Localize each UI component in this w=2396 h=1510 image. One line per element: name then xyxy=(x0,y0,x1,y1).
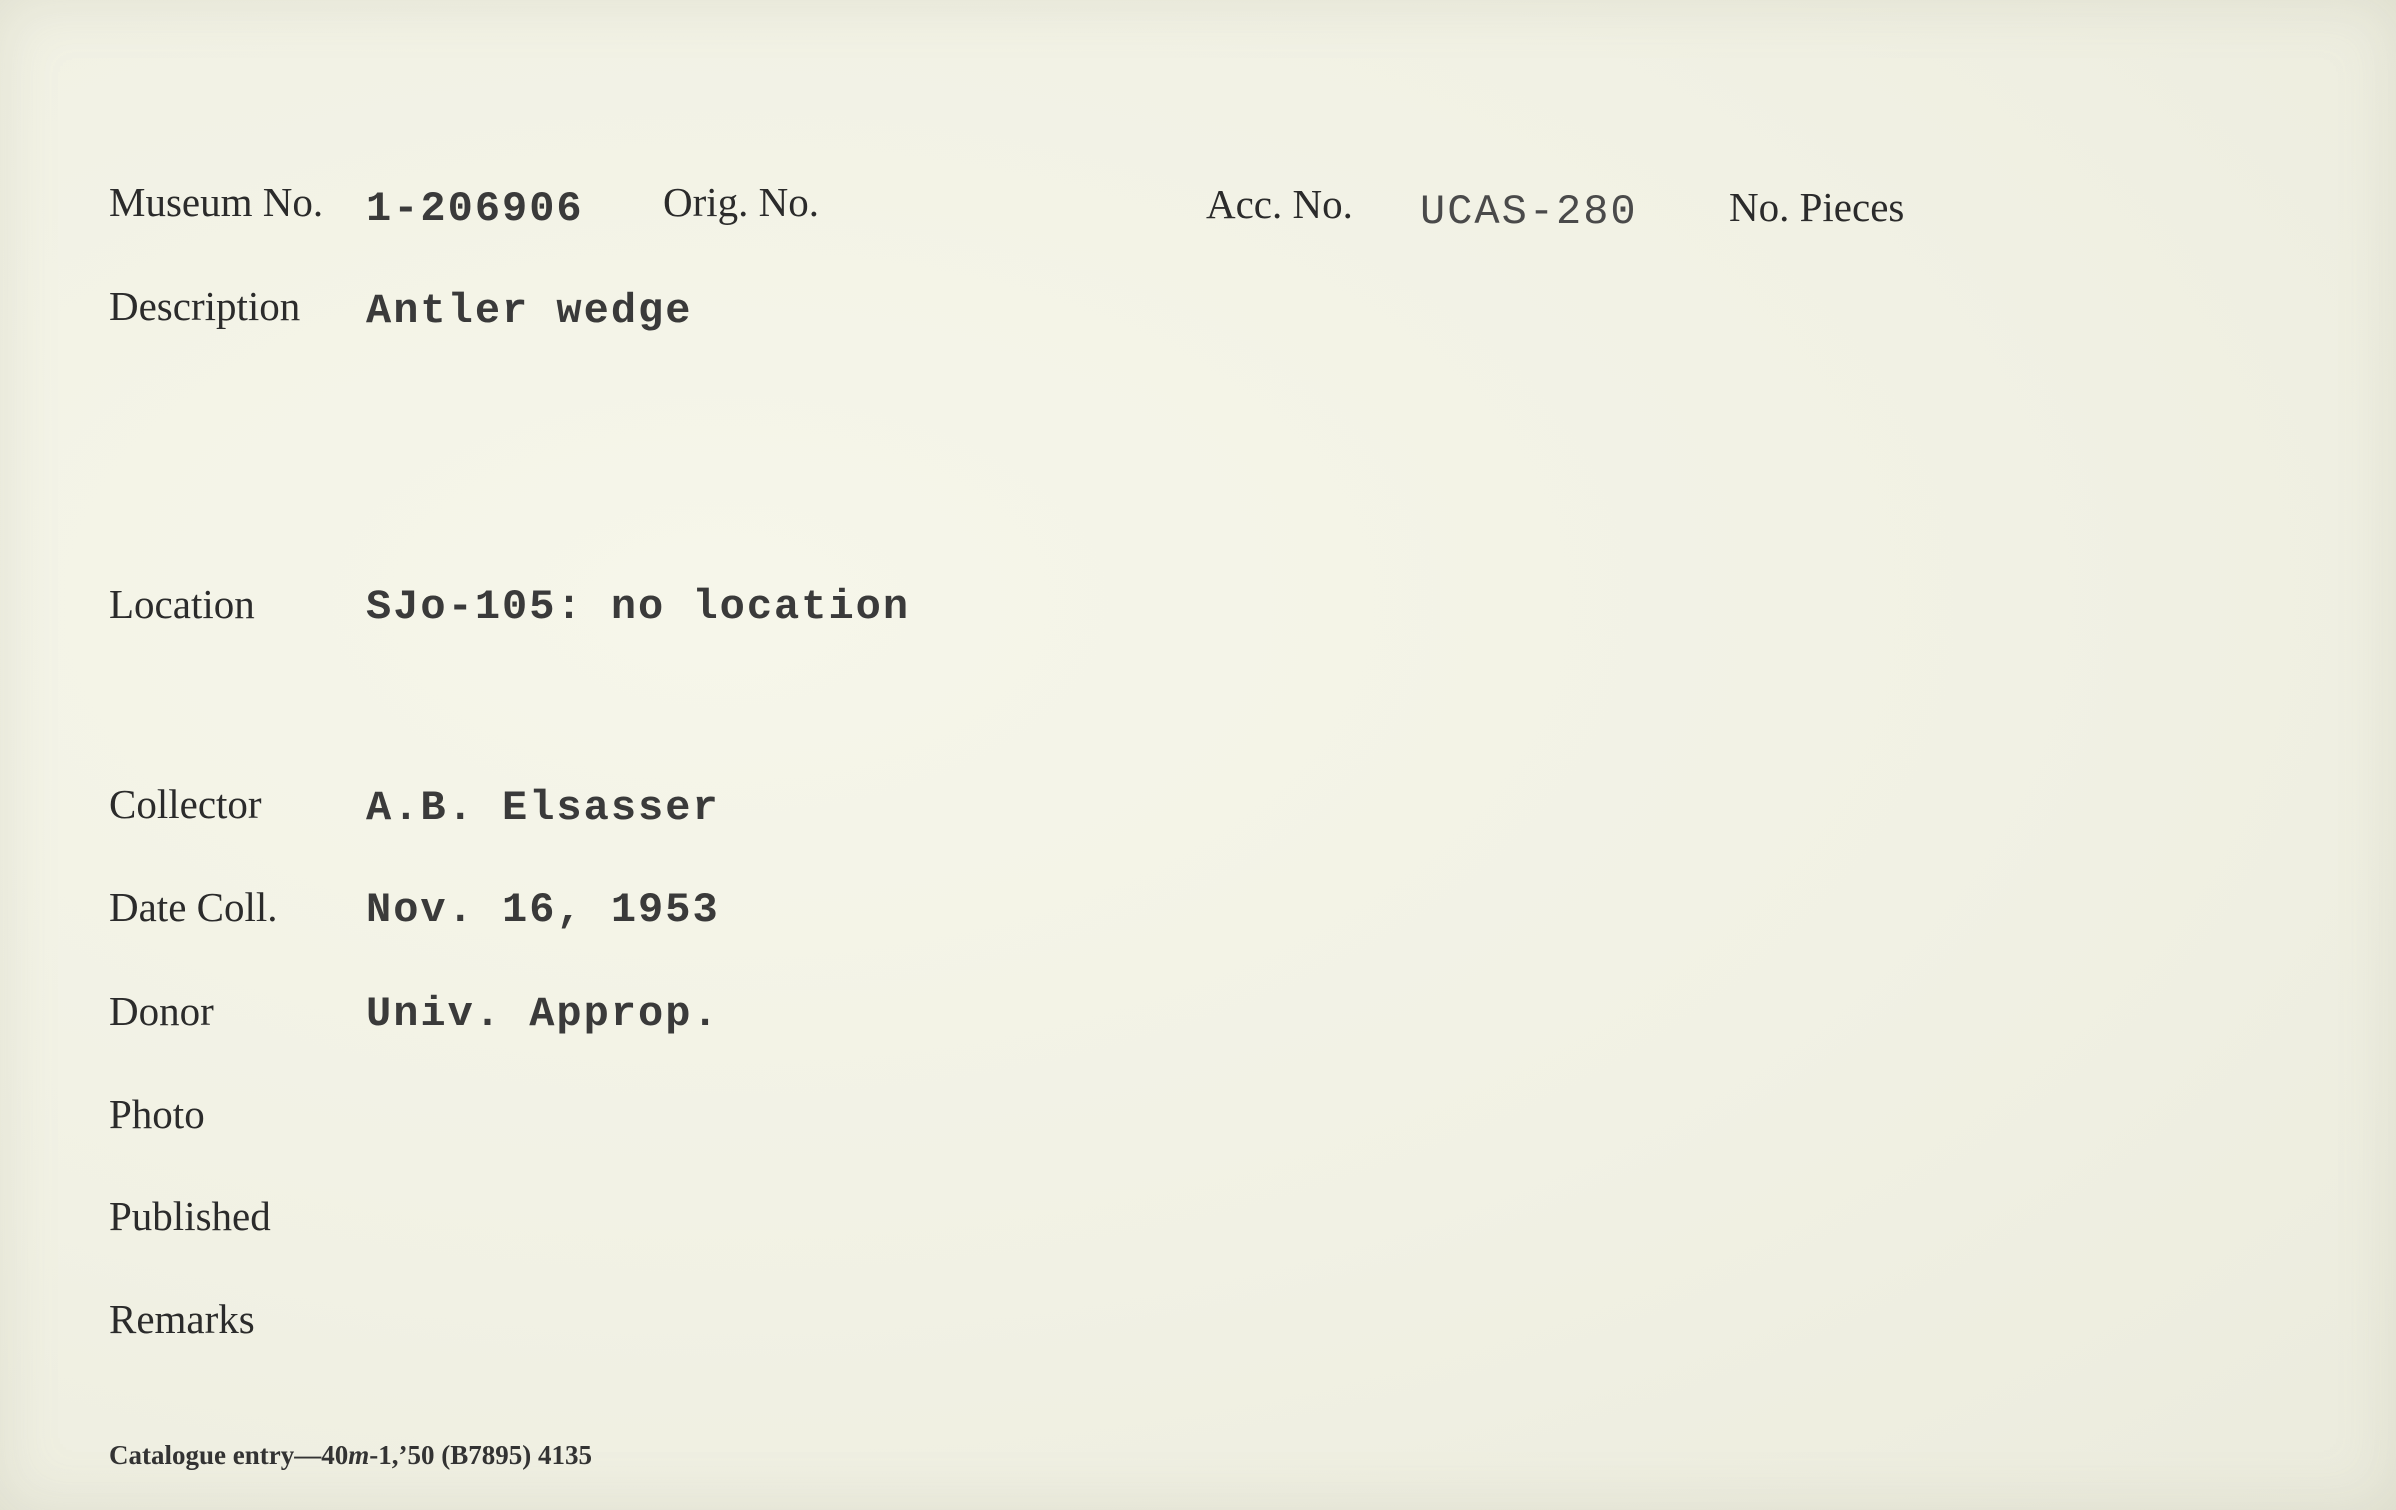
remarks-label: Remarks xyxy=(109,1296,255,1342)
museum-no-label: Museum No. xyxy=(109,179,324,225)
donor-label: Donor xyxy=(109,988,214,1034)
orig-no-label: Orig. No. xyxy=(663,179,820,225)
description-label: Description xyxy=(109,283,301,329)
published-label: Published xyxy=(109,1193,271,1239)
museum-no-value: 1-206906 xyxy=(366,185,584,233)
location-label: Location xyxy=(109,581,255,627)
footer-prefix: Catalogue entry—40 xyxy=(109,1440,349,1470)
footer-suffix: -1,’50 (B7895) 4135 xyxy=(369,1440,592,1470)
date-coll-value: Nov. 16, 1953 xyxy=(366,886,720,934)
photo-label: Photo xyxy=(109,1091,205,1137)
footer-italic: m xyxy=(348,1440,370,1470)
location-value: SJo-105: no location xyxy=(366,583,911,631)
no-pieces-label: No. Pieces xyxy=(1729,184,1905,230)
description-value: Antler wedge xyxy=(366,287,693,335)
collector-value: A.B. Elsasser xyxy=(366,784,720,832)
collector-label: Collector xyxy=(109,781,262,827)
donor-value: Univ. Approp. xyxy=(366,990,720,1038)
date-coll-label: Date Coll. xyxy=(109,884,278,930)
acc-no-value: UCAS-280 xyxy=(1420,188,1638,236)
acc-no-label: Acc. No. xyxy=(1206,181,1353,227)
catalogue-footer xyxy=(109,1442,592,1469)
